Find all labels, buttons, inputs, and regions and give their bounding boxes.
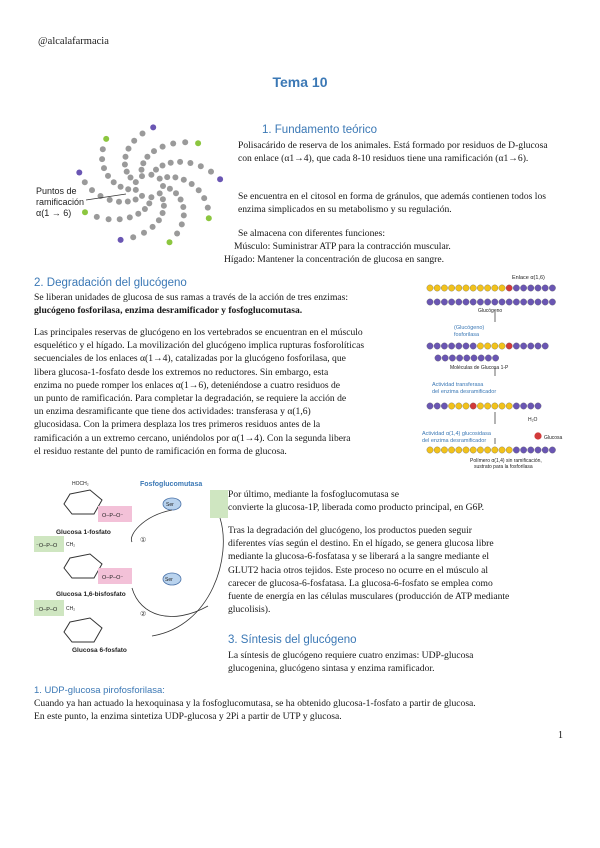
glucose-bead [89,187,95,193]
glucose-bead [99,156,105,162]
glucose-bead [535,285,541,291]
glucose-bead [131,138,137,144]
glucose-bead [456,403,462,409]
glucose-bead [148,172,154,178]
glucose-bead [160,210,166,216]
glucose-bead [117,216,123,222]
glucose-bead [167,186,173,192]
glucose-bead [470,285,476,291]
glucose-bead [456,447,462,453]
glucose-bead [456,343,462,349]
glucose-bead [140,160,146,166]
glucose-bead [205,205,211,211]
section1-heading: 1. Fundamento teórico [262,124,378,136]
free-glucose-bead [534,432,541,439]
glucose-bead [125,199,131,205]
glucose-bead [463,403,469,409]
glucose-bead [528,343,534,349]
glucose-bead [549,285,555,291]
glucose-bead [463,285,469,291]
glucose-bead [456,285,462,291]
svg-text:O–P–O⁻: O–P–O⁻ [102,513,124,519]
glucose-bead [133,187,139,193]
glucose-bead [441,447,447,453]
label-polimero-2: sustrato para la fosforilasa [474,464,533,470]
ser-p-label: Ser [166,502,174,508]
label-fosforilasa-2: fosforilasa [454,332,480,338]
glucose-bead [127,214,133,220]
glucose-bead [198,163,204,169]
p4-line: carecer de glucosa-6-fosfatasa. La glucosa-6-fosfato se emplea como [228,577,493,589]
glucose-bead [142,206,148,212]
glucose-bead [441,299,447,305]
page-number: 1 [558,730,563,741]
glucose-bead [499,447,505,453]
glucose-bead [499,403,505,409]
glucose-bead [161,203,167,209]
glucose-bead [139,193,145,199]
glucose-bead [180,204,186,210]
glucose-bead [201,195,207,201]
glucose-bead [94,214,100,220]
glucose-bead [140,131,146,137]
label-enlace: Enlace α(1,6) [512,275,545,281]
glucose-bead [173,190,179,196]
glucose-bead [463,447,469,453]
g16bp-label: Glucosa 1,6-bisfosfato [56,591,126,598]
glucose-bead [130,234,136,240]
step1-marker: ① [140,537,147,544]
debranching-figure [420,272,570,470]
glucose-bead [484,403,490,409]
glucose-bead [82,209,88,215]
glucose-bead [434,447,440,453]
section2-paragraph2 [34,326,434,458]
section2-paragraph4 [228,524,573,616]
glucose-bead [146,200,152,206]
p2-line: un punto de ramificación. Para completar la degradación, se requiere la acción de [34,393,347,405]
p4-line: GLUT2 hacia otros tejidos. Este proceso no ocurre en el músculo al [228,564,489,576]
glucose-bead [448,343,454,349]
label-glucogeno: Glucógeno [478,308,503,314]
section2-p1-text: Se liberan unidades de glucosa de sus ramas a través de la acción de tres enzimas: [34,292,349,303]
glucose-bead [477,447,483,453]
p4-line: glucolisis). [228,604,271,616]
glucose-bead [128,175,134,181]
glycogen-branches [76,124,223,245]
p2-line: glucosidasa. Con la primera desplaza los tres primeros residuos antes de la [34,419,321,431]
p2-line: un enzima desramificante que tiene dos actividades: transferasa y α(1,6) [34,406,311,418]
svg-text:⁻O–P–O: ⁻O–P–O [36,543,58,549]
ch2-label-2: CH₂ [66,606,76,612]
glucose-bead [435,355,441,361]
label-transferasa-2: del enzima desramificador [432,389,497,395]
glucose-bead [535,447,541,453]
glucose-bead [477,299,483,305]
p2-line: ramificación a un extremo cercano, uniéndolos por α(1→4). Con la segunda libera [34,432,351,444]
p4-line: diferentes vías según el destino. En el hígado, se genera glucosa libre [228,538,494,550]
glucose-bead [160,144,166,150]
ser-oh-label: Ser [165,577,173,583]
g6p-molecule [34,600,127,654]
glucose-bead [485,355,491,361]
glucose-bead [464,355,470,361]
glucose-bead [118,184,124,190]
glucose-bead [549,447,555,453]
glucose-bead [492,343,498,349]
g6p-label: Glucosa 6-fosfato [72,647,127,654]
glucose-bead [124,169,130,175]
p2-line: secuenciales de los enlaces α(1→4), catalizadas por la glucógeno fosforilasa, que [34,353,346,365]
glucose-bead [105,173,111,179]
section1-muscle-line: Músculo: Suministrar ATP para la contracción muscular. [234,241,451,252]
glucose-bead [513,447,519,453]
glucose-bead [434,403,440,409]
glucose-bead [106,216,112,222]
glucose-bead [151,148,157,154]
glucose-bead [434,299,440,305]
section3-subheading-1: 1. UDP-glucosa pirofosforilasa: [34,685,165,696]
glucose-bead [122,162,128,168]
glucose-bead [111,179,117,185]
glucose-bead [123,154,129,160]
glucose-bead [456,299,462,305]
glucose-bead [150,124,156,130]
p4-line: mediante la glucosa-6-fosfatasa y se liberará a la sangre mediante el [228,551,490,563]
glucose-bead [125,186,131,192]
glucose-bead [133,179,139,185]
section1-liver-line: Hígado: Mantener la concentración de glucosa en sangre. [224,254,445,265]
glucose-bead [441,343,447,349]
glucose-bead [484,285,490,291]
glucose-bead [126,146,132,152]
section1-paragraph2: Se encuentra en el citosol en forma de gránulos, que además contienen todos los enzima simplicados en su metabolismo y su regulación. [238,191,546,216]
glucose-bead [167,239,173,245]
glucose-bead [513,403,519,409]
glucose-bead [448,447,454,453]
glucose-bead [477,403,483,409]
glucose-bead [139,173,145,179]
glucose-bead [506,403,512,409]
section1-paragraph1: Polisacárido de reserva de los animales. Está formado por residuos de D-glucosa con enlace (α1→4), que cada 8-10 residuos tiene una ramificación (α1→6). [238,140,548,165]
glucose-bead [499,285,505,291]
glucose-bead [208,169,214,175]
glucose-bead [477,343,483,349]
glucose-bead [153,167,159,173]
glucose-bead [157,176,163,182]
s3p1-line: La síntesis de glucógeno requiere cuatro enzimas: UDP-glucosa [228,650,474,661]
glucose-bead [441,285,447,291]
glucose-bead [520,403,526,409]
section3-heading: 3. Síntesis del glucógeno [228,634,357,646]
glucose-bead [441,403,447,409]
glucose-bead [513,285,519,291]
glucose-bead [82,179,88,185]
glucose-bead [535,403,541,409]
label-glucosidasa-2: del enzima desramificador [422,438,487,444]
glucose-bead [427,447,433,453]
glucose-bead [478,355,484,361]
p4-line: Tras la degradación del glucógeno, los productos pueden seguir [228,525,472,536]
p3-line: convierte la glucosa-1P, liberada como producto principal, en G6P. [228,502,485,514]
glucose-bead [513,299,519,305]
glucose-bead [542,343,548,349]
glucose-bead [456,355,462,361]
glucose-bead [139,167,145,173]
glucose-bead [177,159,183,165]
glucose-bead [448,285,454,291]
glucose-bead [528,447,534,453]
glucose-bead [434,343,440,349]
glucose-bead [484,343,490,349]
glucose-bead [492,403,498,409]
glucose-bead [506,447,512,453]
label-transferasa-1: Actividad transferasa [432,382,484,388]
p2-line: el residuo restante del punto de ramificación en forma de glucosa. [34,445,287,457]
page-title: Tema 10 [272,74,328,90]
svg-text:O–P–O⁻: O–P–O⁻ [102,575,124,581]
glucose-bead [141,230,147,236]
glucose-bead [499,299,505,305]
glucose-bead [107,197,113,203]
glucose-bead [174,231,180,237]
glucose-bead [168,160,174,166]
glucose-bead [492,285,498,291]
glucose-bead [160,196,166,202]
p2-line: Las principales reservas de glucógeno en los vertebrados se encuentran en el músculo [34,327,363,338]
figure-label-line2: ramificación [36,197,85,207]
glucose-bead [76,170,82,176]
g16bp-molecule [34,536,132,598]
glucose-bead [160,163,166,169]
glucose-bead [135,211,141,217]
glucose-bead [181,177,187,183]
glucose-bead [484,299,490,305]
s3sub1-line: Cuando ya han actuado la hexoquinasa y la fosfoglucomutasa, se ha obtenido glucosa-1-fosfato a partir de glucosa. [34,698,476,709]
glucose-bead [463,343,469,349]
glucose-bead [187,160,193,166]
glucose-bead [463,299,469,305]
phosphoglucomutase-figure [32,476,232,654]
label-moleculas: Moléculas de Glucosa 1-P [450,365,509,371]
glucose-bead [178,197,184,203]
glucose-bead [542,447,548,453]
glucose-bead [427,299,433,305]
label-polimero-1: Polímero α(1,4) sin ramificación, [470,458,542,464]
glucose-bead [506,285,512,291]
p2-line: enzima no puede romper los enlaces α(1→6), deteniéndose a cuatro residuos de [34,379,341,391]
glucose-bead [506,299,512,305]
p2-line: esquelético y el hígado. La movilización del glucógeno implica rupturas fosforolíticas [34,340,365,352]
p4-line: fuente de energía en las células musculares (producción de ATP mediante [228,591,510,603]
glucose-bead [513,343,519,349]
glucose-bead [484,447,490,453]
glucose-bead [150,224,156,230]
glucose-bead [116,199,122,205]
label-h2o: H₂O [528,417,538,423]
glucose-bead [195,140,201,146]
glucose-bead [520,343,526,349]
glucose-bead [160,183,166,189]
glucose-bead [470,343,476,349]
step2-marker: ② [140,611,147,618]
glucose-bead [172,174,178,180]
enzyme-label: Fosfoglucomutasa [140,481,203,488]
glucose-bead [549,299,555,305]
glucose-bead [434,285,440,291]
hoch2-label: HOCH₂ [72,481,89,487]
glucose-bead [528,299,534,305]
glucose-bead [520,299,526,305]
glucose-bead [535,299,541,305]
s3sub1-line: En este punto, la enzima sintetiza UDP-glucosa y 2Pi a partir de UTP y glucosa. [34,711,342,723]
glycogen-granule-figure [34,108,234,264]
ch2-label-1: CH₂ [66,542,76,548]
figure-label-line1: Puntos de [36,186,77,196]
section2-paragraph1 [34,291,434,317]
section2-paragraph3 [228,488,568,514]
glucose-bead [528,403,534,409]
glucose-bead [103,136,109,142]
glucose-bead [427,285,433,291]
section2-heading: 2. Degradación del glucógeno [34,277,187,289]
section3-sub1-text [34,697,574,723]
section3-paragraph1 [228,649,568,675]
glucose-bead [506,343,512,349]
glucose-bead [528,285,534,291]
label-fosforilasa-1: (Glucógeno) [454,325,485,331]
author-handle: @alcalafarmacia [38,36,109,47]
glucose-bead [492,355,498,361]
section2-p1-enzymes: glucógeno fosforilasa, enzima desramificador y fosfoglucomutasa. [34,305,303,317]
glucose-bead [181,212,187,218]
glucose-bead [520,447,526,453]
glucose-bead [442,355,448,361]
glucose-bead [157,190,163,196]
glucose-bead [499,343,505,349]
glucose-bead [470,299,476,305]
glucose-bead [542,299,548,305]
glucose-bead [535,343,541,349]
section1-paragraph3: Se almacena con diferentes funciones: [238,228,386,239]
glucose-bead [182,139,188,145]
glucose-bead [427,403,433,409]
glucose-bead [100,146,106,152]
glucose-bead [477,285,483,291]
glucose-bead [133,197,139,203]
glucose-bead [101,165,107,171]
glucose-bead [170,141,176,147]
glucose-bead [471,355,477,361]
glucose-bead [196,187,202,193]
glucose-bead [118,237,124,243]
glucose-bead [189,181,195,187]
glucose-bead [449,355,455,361]
glucose-bead [156,217,162,223]
label-glucosa: Glucosa [544,435,563,441]
glucose-bead [492,299,498,305]
glucose-bead [520,285,526,291]
figure-label-line3: α(1 → 6) [36,208,72,218]
label-glucosidasa-1: Actividad α(1,4) glucosidasa [422,431,491,437]
g1p-molecule [56,481,132,536]
glucose-bead [492,447,498,453]
glucose-bead [470,403,476,409]
glucose-bead [448,299,454,305]
p2-line: libera glucosa-1-fosfato desde los extremos no reductores. Sin embargo, esta [34,366,329,378]
glucose-bead [427,343,433,349]
g1p-label: Glucosa 1-fosfato [56,529,111,536]
glucose-bead [448,403,454,409]
s3p1-line: glucogenina, glucógeno sintasa y enzima ramificador. [228,663,435,675]
glucose-bead [179,221,185,227]
glucose-bead [542,285,548,291]
glucose-bead [206,215,212,221]
glucose-bead [217,176,223,182]
glucose-bead [148,194,154,200]
enzyme-phosphate-highlight [210,490,228,518]
svg-text:⁻O–P–O: ⁻O–P–O [36,607,58,613]
glucose-bead [144,154,150,160]
glucose-bead [164,174,170,180]
glucose-bead [470,447,476,453]
p3-line: Por último, mediante la fosfoglucomutasa se [228,489,400,500]
